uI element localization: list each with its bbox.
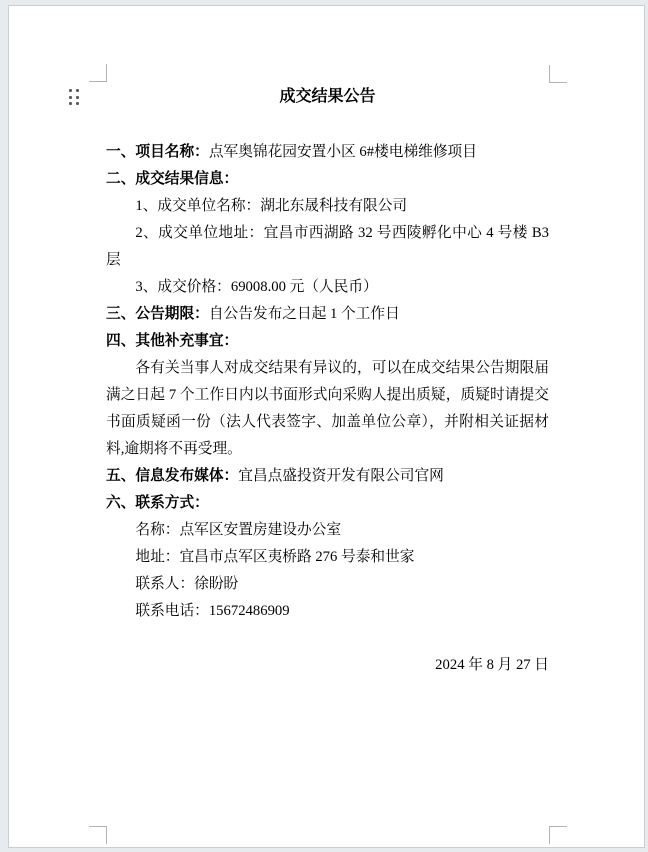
section-label: 四、其他补充事宜： — [106, 333, 239, 349]
result-item-winner-address[interactable]: 2、成交单位地址：宜昌市西湖路 32 号西陵孵化中心 4 号楼 B3层 — [106, 225, 549, 268]
section-label: 六、联系方式： — [106, 495, 209, 511]
section-text: 点军奥锦花园安置小区 6#楼电梯维修项目 — [208, 144, 477, 160]
section-result-info[interactable] — [106, 166, 549, 193]
margin-mark-bottom-right-icon — [549, 826, 567, 844]
section-text: 宜昌点盛投资开发有限公司官网 — [238, 468, 444, 484]
contact-address[interactable]: 地址：宜昌市点军区夷桥路 276 号泰和世家 — [135, 549, 415, 565]
result-item-winner-name[interactable]: 1、成交单位名称：湖北东晟科技有限公司 — [135, 198, 408, 214]
section-label: 三、公告期限： — [106, 306, 209, 322]
section-contact[interactable] — [106, 490, 549, 517]
handle-dot — [76, 89, 79, 92]
section-text: 自公告发布之日起 1 个工作日 — [208, 306, 400, 322]
section-label: 五、信息发布媒体： — [106, 468, 239, 484]
handle-dot — [69, 96, 72, 99]
contact-person[interactable]: 联系人：徐盼盼 — [135, 576, 239, 592]
document-date[interactable]: 2024 年 8 月 27 日 — [435, 657, 549, 673]
handle-dot — [76, 102, 79, 105]
section-label: 一、项目名称： — [106, 144, 209, 160]
section-project-name[interactable] — [106, 139, 549, 166]
other-matters-body[interactable]: 各有关当事人对成交结果有异议的，可以在成交结果公告期限届满之日起 7 个工作日内以书面形式向采购人提出质疑，质疑时请提交书面质疑函一份（法人代表签字、加盖单位公章），并附相关证据材料,逾期将不再受理。 — [106, 360, 549, 457]
contact-phone[interactable]: 联系电话：15672486909 — [135, 603, 290, 619]
margin-mark-top-left-icon — [89, 64, 107, 82]
section-announcement-period[interactable] — [106, 301, 549, 328]
section-other-matters[interactable] — [106, 328, 549, 355]
handle-dot — [69, 102, 72, 105]
handle-dot — [76, 96, 79, 99]
section-label: 二、成交结果信息： — [106, 171, 239, 187]
margin-mark-top-right-icon — [549, 65, 567, 83]
margin-mark-bottom-left-icon — [89, 826, 107, 844]
document-page[interactable] — [8, 5, 645, 848]
contact-name[interactable]: 名称：点军区安置房建设办公室 — [135, 522, 342, 538]
document-content[interactable] — [106, 82, 549, 679]
result-item-price[interactable]: 3、成交价格：69008.00 元（人民币） — [135, 279, 378, 295]
document-title[interactable]: 成交结果公告 — [279, 88, 376, 105]
section-publish-media[interactable] — [106, 463, 549, 490]
handle-dot — [69, 89, 72, 92]
paragraph-drag-handle-icon[interactable] — [69, 89, 79, 105]
